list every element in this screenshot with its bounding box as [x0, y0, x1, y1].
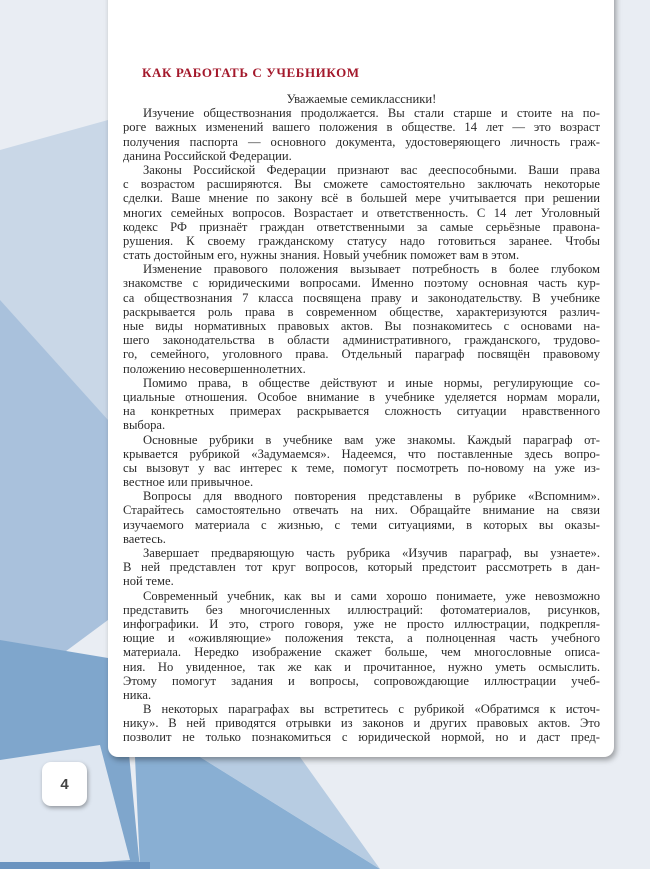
paragraph-line: крывается рубрикой «Задумаемся». Надеемся, что поставленные здесь вопро- — [123, 446, 600, 461]
paragraph-line: Основные рубрики в учебнике вам уже знакомы. Каждый параграф от- — [143, 432, 600, 447]
body-text — [123, 92, 600, 745]
paragraph-line: сы вызовут у вас интерес к теме, помогут посмотреть по-новому на уже из- — [123, 460, 600, 475]
paragraph-line: Изучение обществознания продолжается. Вы стали старше и стоите на по- — [143, 106, 600, 121]
paragraph-line: ющие и «оживляющие» положения текста, а полноценная часть учебного — [123, 631, 600, 646]
paragraph-line: кодекс РФ признаёт граждан ответственными за самые серьёзные правона- — [123, 219, 600, 234]
page-heading: КАК РАБОТАТЬ С УЧЕБНИКОМ — [142, 65, 360, 80]
paragraph-line: Старайтесь самостоятельно отвечать на них. Обращайте внимание на связи — [123, 503, 600, 518]
paragraph-line: ные виды нормативных правовых актов. Вы познакомитесь с основами на- — [123, 319, 600, 333]
paragraph-line: Изменение правового положения вызывает потребность в более глубоком — [143, 262, 600, 277]
paragraph-line: с возрастом расширяются. Вы сможете самостоятельно заключать некоторые — [123, 177, 600, 192]
paragraph-line: Этому помогут задания и вопросы, сопровождающие иллюстрации учеб- — [123, 673, 600, 688]
paragraph-line: Завершает предваряющую часть рубрика «Изучив параграф, вы узнаете». — [143, 546, 600, 560]
paragraph-line: рушения. К своему гражданскому статусу надо готовиться заранее. Чтобы — [123, 233, 600, 248]
paragraph-line: вестное или привычное. — [123, 475, 254, 490]
paragraph-line: сделки. Ваше мнение по закону всё в большей мере учитывается при решении — [123, 191, 600, 206]
paragraph-line: нику». В ней приводятся отрывки из законов и других правовых актов. Это — [123, 716, 600, 731]
paragraph-line: В некоторых параграфах вы встретитесь с рубрикой «Обратимся к источ- — [143, 702, 600, 717]
paragraph-line: са обществознания 7 класса посвящена праву и законодательству. В учебнике — [123, 290, 600, 305]
paragraph-line: положению несовершеннолетних. — [123, 361, 306, 376]
paragraph-line: Законы Российской Федерации признают вас дееспособными. Ваши права — [143, 162, 600, 177]
paragraph-line: роге важных изменений вашего положения в обществе. 14 лет — это возраст — [123, 120, 600, 135]
paragraph-line: представить без многочисленных иллюстраций: фотоматериалов, рисунков, — [123, 602, 600, 617]
paragraph-line: го, семейного, уголовного права. Отдельный параграф посвящён правовому — [123, 347, 600, 362]
paragraph-line: циальные отношения. Особое внимание в учебнике уделяется нормам морали, — [123, 389, 600, 404]
paragraph-line: получения паспорта — основного документа, удостоверяющего личность граж- — [123, 134, 600, 149]
paragraph-line: позволит не только познакомиться с юридической нормой, но и даст пред- — [123, 730, 600, 745]
paragraph-line: материала. Нередко изображение скажет больше, чем многословные описа- — [123, 645, 600, 660]
paragraph-line: знакомстве с юридическими вопросами. Именно поэтому основная часть кур- — [123, 276, 600, 291]
paragraph-line: Современный учебник, как вы и сами хорошо понимаете, уже невозможно — [143, 588, 600, 603]
paragraph-line: инфографики. И это, строго говоря, уже не просто иллюстрации, подкрепля- — [123, 616, 600, 631]
paragraph-line: В ней представлен тот круг вопросов, который предстоит рассмотреть в дан- — [123, 560, 600, 575]
paragraph-line: Помимо права, в обществе действуют и иные нормы, регулирующие со- — [143, 375, 600, 390]
paragraph-line: раскрывается роль права в современном обществе, характеризуются различ- — [123, 304, 600, 319]
paragraph-line: многих семейных вопросов. Возрастает и ответственность. С 14 лет Уголовный — [123, 205, 600, 220]
paragraph-line: ваетесь. — [123, 531, 166, 546]
paragraph-line: Вопросы для вводного повторения представлены в рубрике «Вспомним». — [143, 489, 600, 504]
page-number: 4 — [42, 762, 87, 806]
paragraph-line: шего законодательства в области административного, гражданского, трудово- — [123, 333, 600, 348]
paragraph-line: ной теме. — [123, 574, 174, 589]
paragraph-line: стать достойным его, нужны знания. Новый учебник поможет вам в этом. — [123, 248, 520, 263]
paragraph-line: выбора. — [123, 418, 166, 433]
paragraph-line: на конкретных примерах раскрывается сложность ситуации нравственного — [123, 404, 600, 419]
paragraph-line: ника. — [123, 687, 152, 702]
paragraph-line: ния. Но увиденное, так же как и прочитанное, нужно уметь осмыслить. — [123, 659, 600, 674]
paragraph-line: изучаемого материала с жизнью, с теми ситуациями, в которых вы оказы- — [123, 517, 600, 532]
greeting: Уважаемые семиклассники! — [286, 92, 437, 106]
paragraph-line: данина Российской Федерации. — [123, 148, 292, 163]
